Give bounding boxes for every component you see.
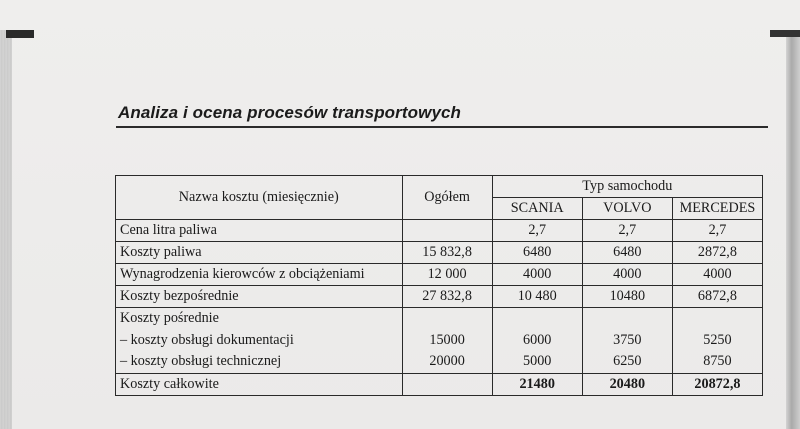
indirect-scania-technical: 5000 <box>523 353 552 369</box>
row-value-scania: 4000 <box>492 264 582 286</box>
header-vehicle-volvo: VOLVO <box>582 198 672 220</box>
indirect-volvo-documentation: 3750 <box>613 331 642 348</box>
row-value-volvo: 4000 <box>582 264 672 286</box>
row-value-volvo: 6480 <box>582 242 672 264</box>
row-total: 12 000 <box>402 264 492 286</box>
row-total: 27 832,8 <box>402 286 492 308</box>
table-row <box>116 220 763 242</box>
indirect-costs-cell <box>116 308 403 374</box>
indirect-volvo-technical: 6250 <box>613 353 642 369</box>
row-value-mercedes: 6872,8 <box>672 286 762 308</box>
indirect-costs-title: Koszty pośrednie <box>120 310 219 326</box>
row-value-volvo: 10480 <box>582 286 672 308</box>
total-costs-mercedes: 20872,8 <box>672 373 762 395</box>
binding-edge-left <box>0 30 12 429</box>
indirect-mercedes-documentation: 5250 <box>703 331 732 348</box>
row-value-mercedes: 2,7 <box>672 220 762 242</box>
table-row <box>116 242 763 264</box>
total-costs-total <box>402 373 492 395</box>
indirect-total-technical: 20000 <box>429 353 465 369</box>
header-vehicle-scania: SCANIA <box>492 198 582 220</box>
page-corner-mark-right <box>770 30 800 37</box>
row-value-volvo: 2,7 <box>582 220 672 242</box>
row-total: 15 832,8 <box>402 242 492 264</box>
header-vehicle-type: Typ samochodu <box>492 176 762 198</box>
row-value-scania: 6480 <box>492 242 582 264</box>
indirect-scania-documentation: 6000 <box>523 331 552 348</box>
indirect-item-documentation: – koszty obsługi dokumentacji <box>120 331 294 348</box>
header-vehicle-mercedes: MERCEDES <box>672 198 762 220</box>
header-total: Ogółem <box>402 176 492 220</box>
total-costs-name: Koszty całkowite <box>116 373 403 395</box>
table-row-total-costs <box>116 373 763 395</box>
row-value-mercedes: 2872,8 <box>672 242 762 264</box>
indirect-item-technical: – koszty obsługi technicznej <box>120 353 282 369</box>
page-corner-mark-left <box>6 30 34 38</box>
row-value-mercedes: 4000 <box>672 264 762 286</box>
binding-edge-right <box>786 30 800 429</box>
row-total <box>402 220 492 242</box>
cost-table <box>115 175 763 396</box>
indirect-mercedes-cell <box>672 308 762 374</box>
indirect-total-documentation: 15000 <box>429 331 465 348</box>
heading-underline <box>116 126 768 128</box>
row-name: Wynagrodzenia kierowców z obciążeniami <box>116 264 403 286</box>
row-value-scania: 2,7 <box>492 220 582 242</box>
header-cost-name: Nazwa kosztu (miesięcznie) <box>116 176 403 220</box>
row-name: Koszty paliwa <box>116 242 403 264</box>
total-costs-volvo: 20480 <box>582 373 672 395</box>
indirect-scania-cell <box>492 308 582 374</box>
table-row <box>116 286 763 308</box>
table-row <box>116 264 763 286</box>
header-row-1 <box>116 176 763 198</box>
table-row-indirect-costs <box>116 308 763 374</box>
section-heading: Analiza i ocena procesów transportowych <box>118 103 462 122</box>
row-value-scania: 10 480 <box>492 286 582 308</box>
indirect-mercedes-technical: 8750 <box>703 353 732 369</box>
row-name: Cena litra paliwa <box>116 220 403 242</box>
row-name: Koszty bezpośrednie <box>116 286 403 308</box>
indirect-total-cell <box>402 308 492 374</box>
total-costs-scania: 21480 <box>492 373 582 395</box>
indirect-volvo-cell <box>582 308 672 374</box>
